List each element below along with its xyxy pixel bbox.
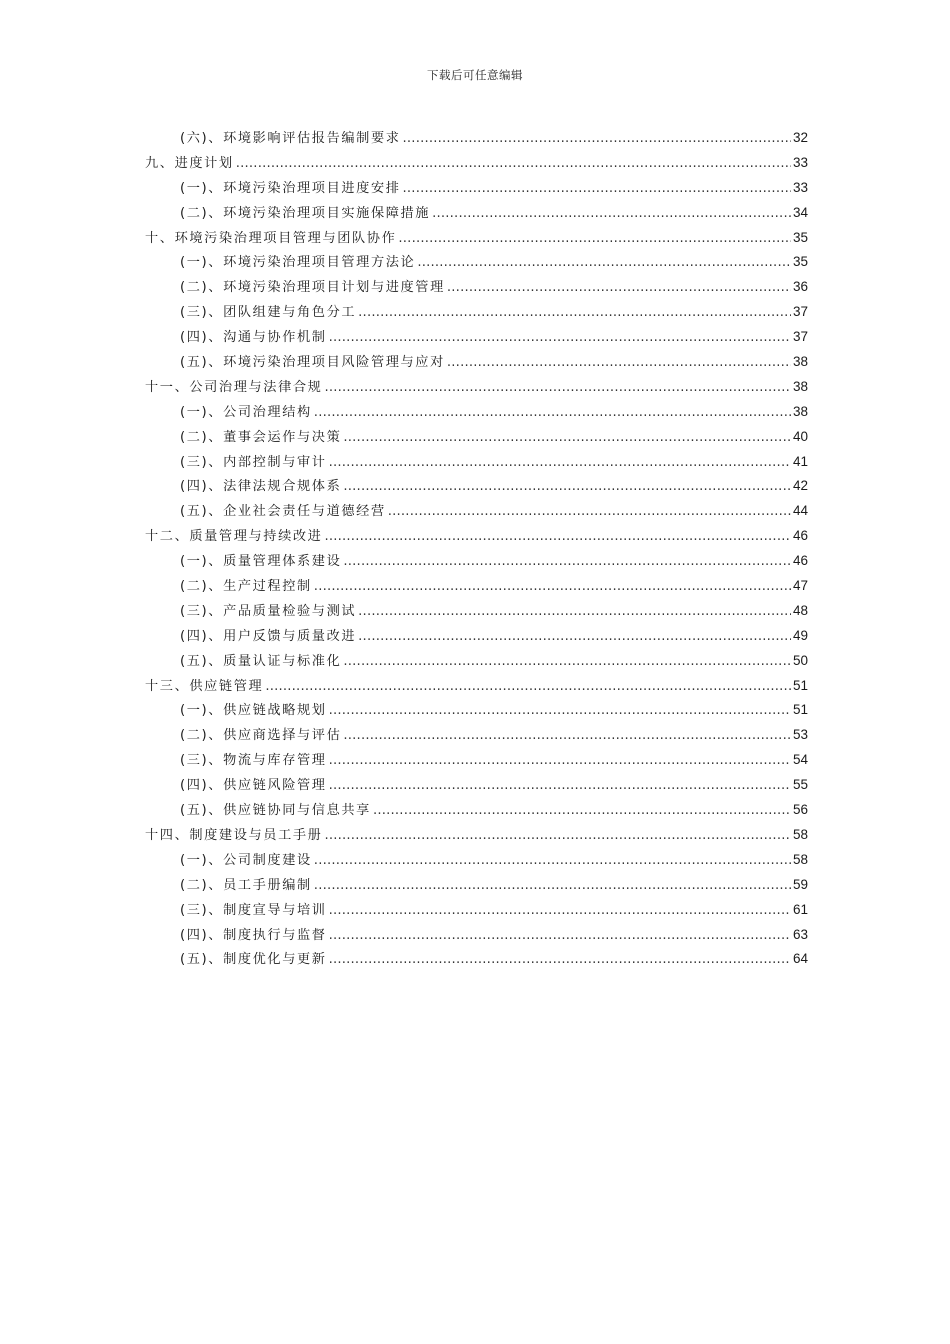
toc-leader-dots: [314, 874, 791, 899]
toc-leader-dots: [329, 749, 791, 774]
toc-entry-title: (四)、沟通与协作机制: [180, 330, 327, 346]
toc-entry[interactable]: [145, 499, 808, 524]
toc-entry[interactable]: [145, 325, 808, 350]
toc-entry-page-number: 48: [792, 602, 808, 618]
toc-entry[interactable]: [145, 947, 808, 972]
toc-entry-title: (二)、环境污染治理项目计划与进度管理: [180, 280, 445, 296]
toc-entry-page-number: 63: [792, 926, 808, 942]
toc-entry[interactable]: [145, 873, 808, 898]
toc-entry-title: (四)、用户反馈与质量改进: [180, 628, 357, 644]
toc-entry-page-number: 35: [792, 254, 808, 270]
toc-leader-dots: [343, 550, 791, 575]
toc-entry-page-number: 33: [792, 179, 808, 195]
toc-entry-title: (一)、公司制度建设: [180, 852, 312, 868]
toc-entry-page-number: 35: [792, 229, 808, 245]
toc-entry[interactable]: [145, 425, 808, 450]
toc-leader-dots: [329, 924, 791, 949]
toc-entry-page-number: 51: [792, 702, 808, 718]
toc-entry-page-number: 47: [792, 578, 808, 594]
toc-entry[interactable]: [145, 823, 808, 848]
toc-entry-title: (四)、供应链风险管理: [180, 778, 327, 794]
toc-entry-title: 十四、制度建设与员工手册: [145, 827, 323, 843]
toc-entry[interactable]: [145, 201, 808, 226]
toc-entry-title: (五)、企业社会责任与道德经营: [180, 504, 386, 520]
toc-entry-page-number: 46: [792, 553, 808, 569]
toc-entry-title: (二)、董事会运作与决策: [180, 429, 342, 445]
toc-entry-page-number: 50: [792, 652, 808, 668]
toc-leader-dots: [343, 426, 791, 451]
toc-entry-title: (三)、内部控制与审计: [180, 454, 327, 470]
toc-entry[interactable]: [145, 300, 808, 325]
toc-entry-page-number: 36: [792, 279, 808, 295]
toc-entry[interactable]: [145, 773, 808, 798]
toc-entry-page-number: 37: [792, 329, 808, 345]
toc-entry-title: (三)、物流与库存管理: [180, 753, 327, 769]
toc-leader-dots: [358, 600, 791, 625]
toc-entry-title: (二)、员工手册编制: [180, 877, 312, 893]
toc-entry[interactable]: [145, 375, 808, 400]
toc-entry[interactable]: [145, 923, 808, 948]
toc-leader-dots: [314, 849, 791, 874]
toc-leader-dots: [343, 724, 791, 749]
toc-leader-dots: [398, 227, 791, 252]
toc-entry-title: (一)、质量管理体系建设: [180, 554, 342, 570]
toc-entry-page-number: 54: [792, 752, 808, 768]
toc-entry[interactable]: [145, 450, 808, 475]
toc-entry[interactable]: [145, 126, 808, 151]
toc-entry-title: (三)、产品质量检验与测试: [180, 603, 357, 619]
toc-entry-title: 十一、公司治理与法律合规: [145, 379, 323, 395]
toc-entry-title: (六)、环境影响评估报告编制要求: [180, 131, 401, 146]
toc-entry-title: (四)、法律法规合规体系: [180, 479, 342, 495]
toc-entry-title: 十、环境污染治理项目管理与团队协作: [145, 230, 397, 246]
toc-entry[interactable]: [145, 226, 808, 251]
toc-entry-page-number: 41: [792, 453, 808, 469]
toc-entry[interactable]: [145, 698, 808, 723]
toc-entry-title: 九、进度计划: [145, 155, 234, 171]
toc-entry-title: (一)、供应链战略规划: [180, 703, 327, 719]
toc-entry-title: (一)、环境污染治理项目管理方法论: [180, 255, 416, 271]
toc-entry[interactable]: [145, 674, 808, 699]
toc-entry-page-number: 38: [792, 354, 808, 370]
toc-entry[interactable]: [145, 624, 808, 649]
toc-leader-dots: [265, 675, 791, 700]
toc-entry-title: (五)、制度优化与更新: [180, 952, 327, 968]
toc-entry-page-number: 59: [792, 876, 808, 892]
toc-leader-dots: [403, 177, 791, 202]
toc-leader-dots: [358, 301, 791, 326]
toc-entry-page-number: 40: [792, 428, 808, 444]
toc-entry[interactable]: [145, 250, 808, 275]
toc-entry[interactable]: [145, 723, 808, 748]
toc-entry-title: (二)、生产过程控制: [180, 579, 312, 595]
toc-entry-page-number: 55: [792, 777, 808, 793]
toc-entry-title: (二)、环境污染治理项目实施保障措施: [180, 205, 431, 221]
toc-entry[interactable]: [145, 574, 808, 599]
toc-leader-dots: [358, 625, 791, 650]
toc-entry[interactable]: [145, 474, 808, 499]
toc-entry[interactable]: [145, 275, 808, 300]
toc-entry-page-number: 49: [792, 627, 808, 643]
toc-leader-dots: [417, 251, 791, 276]
toc-leader-dots: [447, 276, 791, 301]
table-of-contents: [145, 126, 808, 972]
toc-entry-page-number: 64: [792, 951, 808, 967]
toc-leader-dots: [324, 525, 791, 550]
toc-leader-dots: [343, 650, 791, 675]
toc-leader-dots: [373, 799, 791, 824]
toc-entry-page-number: 46: [792, 528, 808, 544]
toc-leader-dots: [314, 401, 791, 426]
toc-leader-dots: [432, 202, 791, 227]
toc-entry[interactable]: [145, 898, 808, 923]
toc-entry-page-number: 32: [792, 130, 808, 145]
toc-leader-dots: [329, 326, 791, 351]
toc-entry[interactable]: [145, 748, 808, 773]
toc-entry-title: (二)、供应商选择与评估: [180, 728, 342, 744]
toc-entry-page-number: 51: [792, 677, 808, 693]
toc-entry-page-number: 61: [792, 901, 808, 917]
toc-entry[interactable]: [145, 848, 808, 873]
toc-entry-title: (一)、环境污染治理项目进度安排: [180, 180, 401, 196]
toc-entry-page-number: 58: [792, 851, 808, 867]
toc-leader-dots: [329, 451, 791, 476]
page-header: 下载后可任意编辑: [427, 68, 523, 82]
toc-leader-dots: [236, 152, 791, 177]
toc-entry[interactable]: [145, 400, 808, 425]
toc-entry-page-number: 38: [792, 378, 808, 394]
toc-entry-page-number: 44: [792, 503, 808, 519]
toc-entry-page-number: 37: [792, 304, 808, 320]
toc-entry-title: 十三、供应链管理: [145, 678, 264, 694]
toc-entry[interactable]: [145, 549, 808, 574]
toc-entry-page-number: 58: [792, 826, 808, 842]
toc-entry-title: (三)、制度宣导与培训: [180, 902, 327, 918]
toc-leader-dots: [324, 376, 791, 401]
toc-leader-dots: [343, 475, 791, 500]
toc-entry[interactable]: [145, 524, 808, 549]
toc-entry-page-number: 33: [792, 154, 808, 170]
toc-entry[interactable]: [145, 649, 808, 674]
toc-entry[interactable]: [145, 176, 808, 201]
toc-entry[interactable]: [145, 798, 808, 823]
toc-leader-dots: [324, 824, 791, 849]
toc-entry-title: (五)、供应链协同与信息共享: [180, 803, 371, 819]
toc-entry-title: (一)、公司治理结构: [180, 404, 312, 420]
toc-leader-dots: [403, 127, 791, 152]
toc-leader-dots: [447, 351, 791, 376]
toc-leader-dots: [329, 948, 791, 973]
toc-leader-dots: [329, 774, 791, 799]
toc-entry-page-number: 56: [792, 802, 808, 818]
toc-leader-dots: [329, 699, 791, 724]
toc-entry-page-number: 34: [792, 204, 808, 220]
toc-entry-title: (四)、制度执行与监督: [180, 927, 327, 943]
toc-entry-page-number: 42: [792, 478, 808, 494]
toc-leader-dots: [388, 500, 791, 525]
toc-entry[interactable]: [145, 151, 808, 176]
toc-entry-page-number: 38: [792, 403, 808, 419]
toc-leader-dots: [314, 575, 791, 600]
toc-entry[interactable]: [145, 350, 808, 375]
toc-entry-title: (五)、质量认证与标准化: [180, 653, 342, 669]
toc-entry-title: (五)、环境污染治理项目风险管理与应对: [180, 355, 445, 371]
toc-entry-title: (三)、团队组建与角色分工: [180, 305, 357, 321]
toc-entry[interactable]: [145, 599, 808, 624]
toc-entry-title: 十二、质量管理与持续改进: [145, 529, 323, 545]
toc-leader-dots: [329, 899, 791, 924]
toc-entry-page-number: 53: [792, 727, 808, 743]
